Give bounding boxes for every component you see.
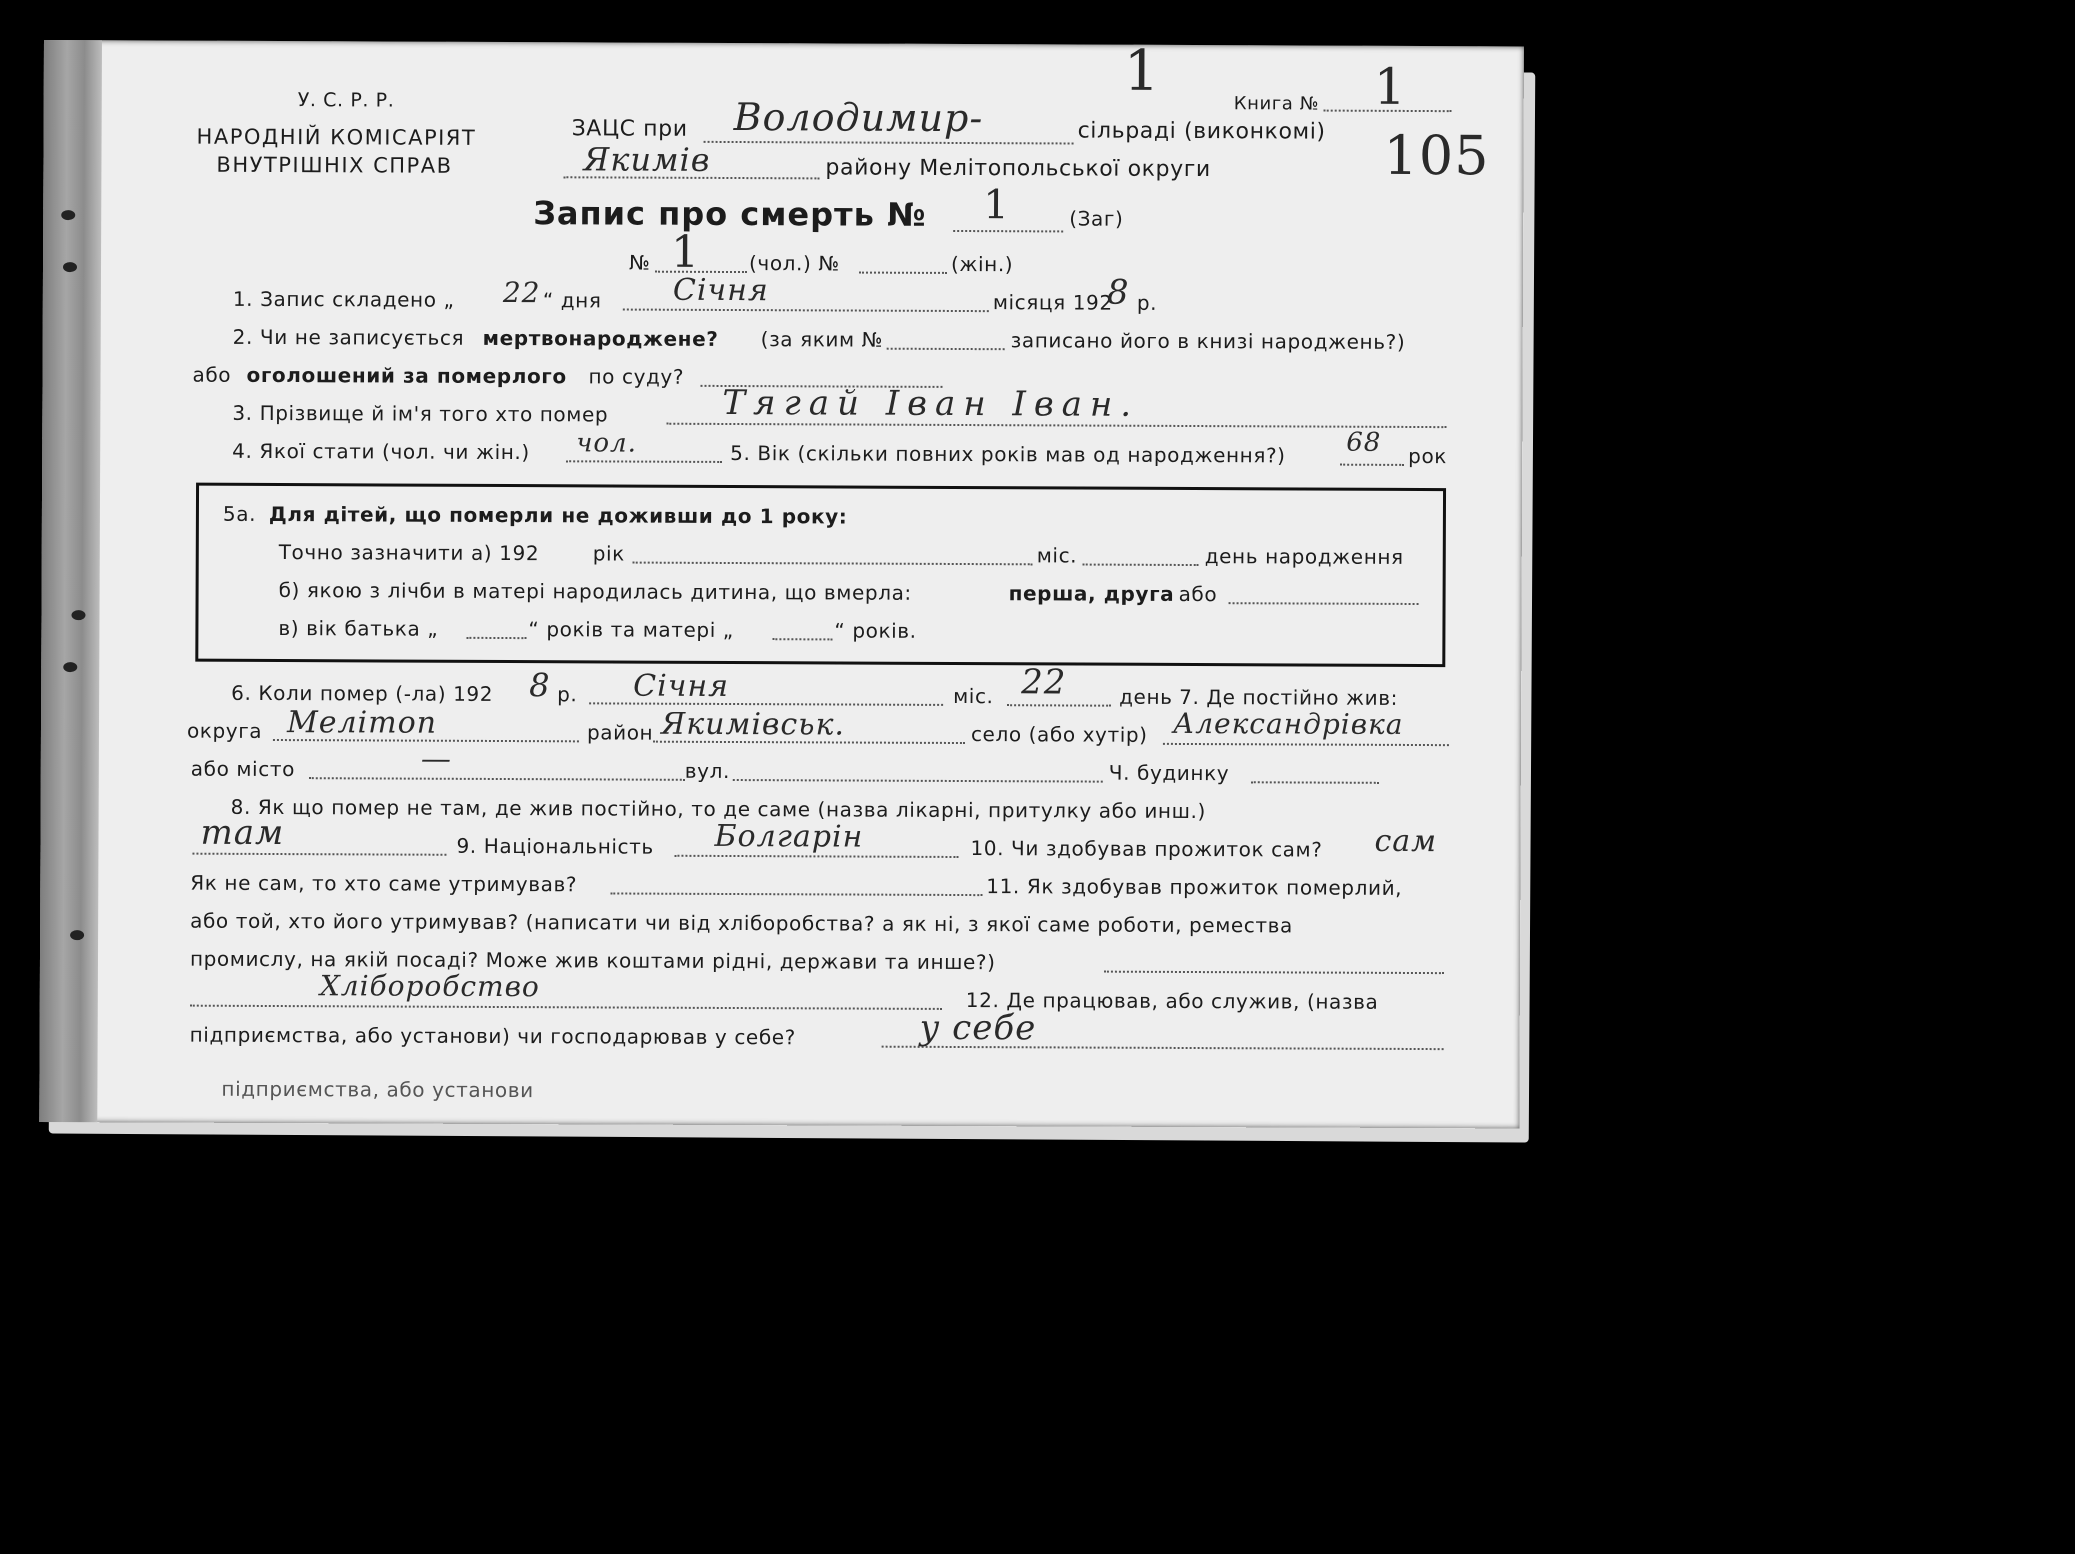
selo-label: село (або хутір) — [970, 722, 1148, 747]
budynok-line — [1251, 781, 1379, 784]
commissariat-line1: НАРОДНІЙ КОМІСАРІЯТ — [196, 124, 477, 150]
q1-year-suffix: р. — [1136, 290, 1158, 315]
q5-unit: рок — [1408, 443, 1448, 469]
q2-birthbook: записано його в книзі народжень?) — [1010, 328, 1406, 354]
binding-hole — [63, 262, 77, 272]
q10-supporter: Як не сам, то хто саме утримував? — [190, 870, 578, 897]
no-label: № — [628, 250, 651, 275]
q2-label: 2. Чи не записується — [232, 324, 465, 350]
place-of-death-line — [192, 853, 446, 856]
male-label: (чол.) № — [748, 251, 840, 276]
budynok-label: Ч. будинку — [1108, 760, 1230, 786]
book-number: 1 — [1373, 57, 1407, 116]
q1-label: 1. Запис складено „ — [232, 286, 455, 312]
book-label: Книга № — [1233, 93, 1320, 115]
death-record-sheet — [39, 40, 1524, 1128]
death-month-value: Січня — [633, 668, 730, 704]
q6-month-label: міс. — [953, 683, 994, 709]
month-line — [623, 309, 989, 313]
binding-hole — [61, 210, 75, 220]
binding-hole — [70, 930, 84, 940]
q2-or: або — [192, 362, 232, 387]
box-line1-c: міс. — [1036, 543, 1078, 568]
misto-label: або місто — [190, 756, 295, 782]
q9-label: 9. Національність — [456, 833, 654, 859]
box-title-number: 5а. — [222, 501, 257, 526]
q11-line3: промислу, на якій посаді? Може жив коштами рідні, держави та инше?) — [189, 946, 996, 975]
q8-label: 8. Як що помер не там, де жив постійно, то де саме (назва лікарні, притулку або инш.) — [230, 794, 1206, 824]
title-suffix: (Заг) — [1069, 206, 1124, 231]
workplace-value: у себе — [919, 1007, 1037, 1049]
box-line3-c: “ років. — [834, 618, 917, 643]
box-line1-a: Точно зазначити а) 192 — [278, 540, 540, 566]
record-title: Запис про смерть № — [533, 194, 927, 234]
children-box — [195, 483, 1446, 667]
q7-label: 7. Де постійно жив: — [1179, 684, 1399, 710]
box-order-line — [1229, 602, 1419, 605]
q12-line2: підприємства, або установи) чи господарював у себе? — [189, 1022, 796, 1050]
occupation-line-1 — [1104, 971, 1444, 974]
binding-hole — [71, 610, 85, 620]
zags-prefix: ЗАЦС при — [571, 116, 688, 142]
binding-strip — [39, 40, 102, 1122]
usrr-label: У. С. Р. Р. — [297, 89, 395, 112]
box-line2-b: перша, друга — [1008, 581, 1175, 606]
vul-line — [733, 779, 1103, 783]
q5-label: 5. Вік (скільки повних років мав од народження?) — [730, 440, 1286, 468]
sex-line — [566, 460, 722, 463]
vul-label: вул. — [684, 758, 731, 783]
zags-suffix: сільраді (виконкомі) — [1077, 118, 1326, 145]
box-line2-c: або — [1178, 581, 1218, 607]
supporter-line — [610, 892, 982, 896]
nationality-value: Болгарін — [714, 818, 864, 855]
okruga-value: Мелітоп — [286, 705, 438, 741]
okruga-label: округа — [186, 718, 263, 743]
male-no-value: 1 — [670, 226, 701, 278]
q11-label: 11. Як здобував прожиток померлий, — [986, 874, 1403, 900]
age-line — [1340, 464, 1404, 466]
month-value: Січня — [672, 272, 769, 309]
q10-label: 10. Чи здобував прожиток сам? — [970, 836, 1323, 862]
village-council-value: Володимир- — [733, 95, 984, 141]
place-of-death-value: там — [200, 812, 285, 854]
raion-value: Якимівськ. — [660, 706, 846, 743]
selo-line — [1163, 743, 1449, 746]
year-digit-value: 8 — [1106, 272, 1130, 313]
q6-year-suffix: р. — [557, 682, 578, 707]
q4-label: 4. Якої стати (чол. чи жін.) — [232, 438, 530, 465]
box-year-line — [633, 562, 1033, 566]
q2-which-number: (за яким № — [760, 327, 884, 352]
death-day-value: 22 — [1021, 662, 1067, 703]
occupation-value: Хліборобство — [319, 969, 540, 1004]
district-suffix: району Мелітопольської округи — [825, 155, 1211, 183]
self-support-value: сам — [1374, 823, 1438, 860]
female-label: (жін.) — [950, 251, 1014, 277]
commissariat-line2: ВНУТРІШНІХ СПРАВ — [216, 152, 453, 178]
box-month-line — [1083, 564, 1199, 567]
misto-value: — — [420, 741, 452, 777]
occupation-line-2 — [190, 1005, 942, 1010]
box-line3-a: в) вік батька „ — [278, 616, 439, 641]
q6-label: 6. Коли помер (-ла) 192 — [231, 680, 494, 706]
sex-value: чол. — [576, 428, 637, 459]
q11-line2: або той, хто його утримував? (написати чи від хліборобства? а як ні, з якої саме роботи, ремества — [190, 908, 1293, 938]
deceased-name-value: Тягай Іван Іван. — [722, 382, 1140, 425]
nationality-line — [674, 855, 958, 858]
district-value: Якимів — [583, 140, 711, 179]
q3-label: 3. Прізвище й ім'я того хто помер — [232, 400, 609, 427]
female-no-line — [859, 272, 947, 274]
record-no-value: 1 — [983, 182, 1010, 229]
box-line3-b: “ років та матері „ — [528, 617, 734, 643]
q2-bold-declared: оголошений за померлого — [246, 362, 567, 389]
raion-label: район — [586, 720, 654, 745]
q1-month-label: місяця 192 — [992, 290, 1113, 315]
side-number: 105 — [1383, 123, 1490, 188]
selo-value: Александрівка — [1172, 706, 1404, 741]
death-day-line — [1007, 704, 1111, 706]
handwritten-top-number: 1 — [1123, 38, 1161, 104]
record-no-line — [953, 230, 1063, 232]
box-line2-a: б) якою з лічби в матері народилась дитина, що вмерла: — [278, 578, 912, 605]
death-year-digit-value: 8 — [529, 666, 551, 705]
birth-record-line — [887, 348, 1005, 351]
binding-hole — [63, 662, 77, 672]
bleed-through-text: підприємства, або установи — [221, 1076, 534, 1103]
box-line1-b: рік — [592, 541, 625, 566]
misto-line — [309, 777, 685, 781]
age-value: 68 — [1346, 427, 1382, 458]
district-line — [563, 176, 819, 179]
box-father-age-line — [466, 637, 526, 639]
q1-day-label: “ дня — [542, 288, 602, 313]
q12-label: 12. Де працював, або служив, (назва — [965, 988, 1379, 1014]
box-mother-age-line — [772, 638, 832, 640]
box-title: Для дітей, що померли не доживши до 1 року: — [268, 501, 848, 529]
q2-bold-stillborn: мертвонароджене? — [482, 325, 719, 351]
village-council-line — [704, 141, 1074, 145]
q6-day-label: день — [1119, 684, 1173, 709]
day-value: 22 — [502, 276, 541, 310]
box-line1-d: день народження — [1204, 544, 1404, 569]
q2-court: по суду? — [588, 364, 685, 389]
